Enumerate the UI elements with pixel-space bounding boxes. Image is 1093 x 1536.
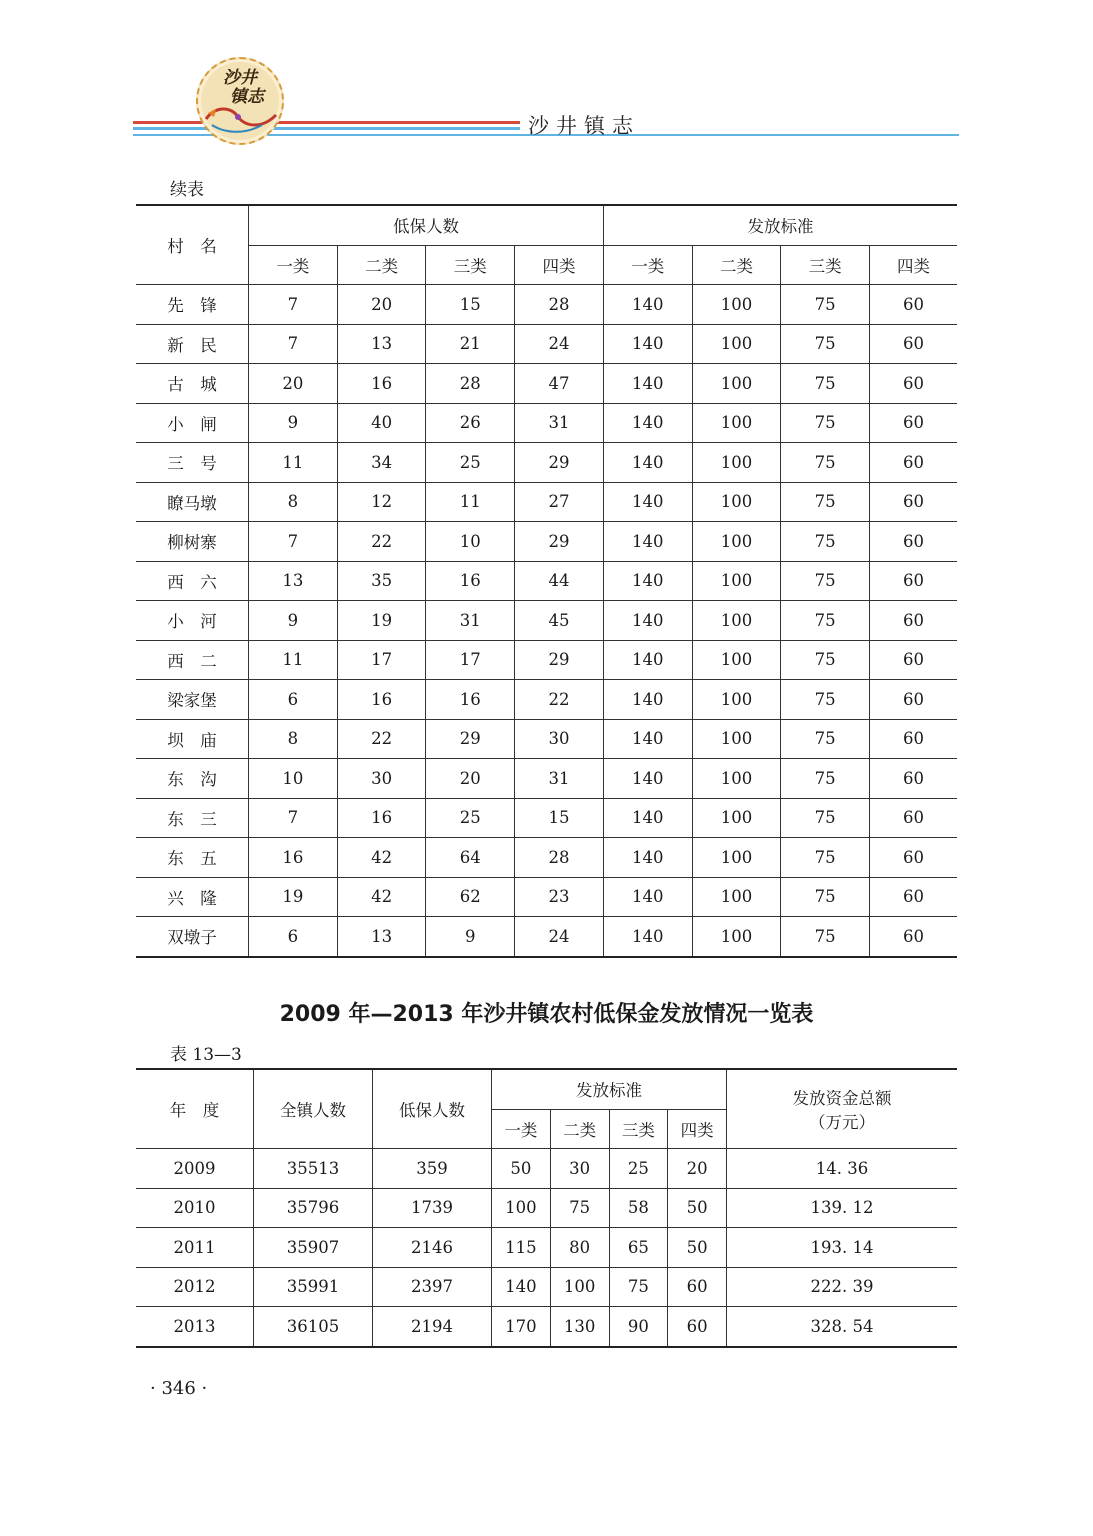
payment-standard-cell: 140 <box>603 285 692 325</box>
table-row <box>136 1267 957 1307</box>
header-total-funds <box>727 1069 958 1149</box>
recipient-count-cell: 8 <box>249 719 338 759</box>
total-funds-cell: 14. 36 <box>727 1149 958 1189</box>
payment-standard-cell: 58 <box>609 1188 668 1228</box>
payment-standard-cell: 140 <box>603 917 692 957</box>
payment-standard-cell: 75 <box>781 917 870 957</box>
payment-standard-cell: 140 <box>603 443 692 483</box>
recipient-count-cell: 21 <box>426 324 515 364</box>
total-funds-cell: 222. 39 <box>727 1267 958 1307</box>
header-recipient-count: 低保人数 <box>249 205 604 245</box>
recipient-count-cell: 26 <box>426 403 515 443</box>
year-cell: 2012 <box>136 1267 254 1307</box>
recipient-count-cell: 7 <box>249 324 338 364</box>
recipient-count-cell: 16 <box>249 838 338 878</box>
payment-standard-cell: 60 <box>668 1267 727 1307</box>
table-row <box>136 798 957 838</box>
payment-standard-cell: 75 <box>781 719 870 759</box>
recipient-count-cell: 25 <box>426 443 515 483</box>
recipient-count-cell: 10 <box>426 522 515 562</box>
village-name: 三 号 <box>136 443 249 483</box>
recipients-cell: 359 <box>373 1149 492 1189</box>
population-cell: 35513 <box>254 1149 373 1189</box>
payment-standard-cell: 60 <box>870 640 957 680</box>
recipient-count-cell: 19 <box>337 601 426 641</box>
table-row <box>136 877 957 917</box>
recipient-count-cell: 9 <box>249 403 338 443</box>
recipient-count-cell: 17 <box>337 640 426 680</box>
header-recipients: 低保人数 <box>373 1069 492 1149</box>
table-row <box>136 364 957 404</box>
payment-standard-cell: 140 <box>603 403 692 443</box>
payment-standard-cell: 100 <box>692 482 781 522</box>
recipients-cell: 1739 <box>373 1188 492 1228</box>
subheader-class-3: 三类 <box>426 245 515 285</box>
population-cell: 35991 <box>254 1267 373 1307</box>
recipient-count-cell: 23 <box>515 877 604 917</box>
payment-standard-cell: 140 <box>603 601 692 641</box>
village-subsidy-table <box>136 204 957 958</box>
recipient-count-cell: 12 <box>337 482 426 522</box>
recipient-count-cell: 11 <box>426 482 515 522</box>
recipient-count-cell: 42 <box>337 877 426 917</box>
payment-standard-cell: 140 <box>603 561 692 601</box>
header-stripe-red <box>133 121 520 124</box>
payment-standard-cell: 100 <box>692 601 781 641</box>
subheader-class-1: 一类 <box>249 245 338 285</box>
recipient-count-cell: 6 <box>249 917 338 957</box>
year-cell: 2011 <box>136 1228 254 1268</box>
recipient-count-cell: 34 <box>337 443 426 483</box>
payment-standard-cell: 60 <box>870 877 957 917</box>
payment-standard-cell: 100 <box>692 364 781 404</box>
recipient-count-cell: 9 <box>426 917 515 957</box>
total-funds-cell: 328. 54 <box>727 1307 958 1347</box>
payment-standard-cell: 100 <box>692 680 781 720</box>
payment-standard-cell: 75 <box>781 364 870 404</box>
header-payment-standard: 发放标准 <box>492 1069 727 1109</box>
payment-standard-cell: 60 <box>870 324 957 364</box>
subheader-class-3: 三类 <box>609 1109 668 1149</box>
payment-standard-cell: 75 <box>781 838 870 878</box>
table-row <box>136 443 957 483</box>
subheader-class-3: 三类 <box>781 245 870 285</box>
recipient-count-cell: 40 <box>337 403 426 443</box>
village-name: 西 六 <box>136 561 249 601</box>
payment-standard-cell: 100 <box>692 917 781 957</box>
village-name: 东 五 <box>136 838 249 878</box>
recipient-count-cell: 31 <box>426 601 515 641</box>
payment-standard-cell: 140 <box>603 482 692 522</box>
subheader-class-4: 四类 <box>515 245 604 285</box>
recipient-count-cell: 35 <box>337 561 426 601</box>
header-title: 沙井镇志 <box>528 114 640 138</box>
recipient-count-cell: 16 <box>337 364 426 404</box>
page-header <box>0 0 1093 150</box>
recipient-count-cell: 13 <box>249 561 338 601</box>
payment-standard-cell: 130 <box>550 1307 609 1347</box>
header-total-funds-line2: （万元） <box>809 1113 875 1132</box>
recipient-count-cell: 29 <box>515 640 604 680</box>
payment-standard-cell: 75 <box>781 759 870 799</box>
total-funds-cell: 193. 14 <box>727 1228 958 1268</box>
village-name: 瞭马墩 <box>136 482 249 522</box>
payment-standard-cell: 100 <box>692 324 781 364</box>
payment-standard-cell: 60 <box>870 601 957 641</box>
table-row <box>136 719 957 759</box>
recipient-count-cell: 29 <box>426 719 515 759</box>
payment-standard-cell: 60 <box>870 680 957 720</box>
payment-standard-cell: 90 <box>609 1307 668 1347</box>
recipient-count-cell: 15 <box>515 798 604 838</box>
recipient-count-cell: 16 <box>337 680 426 720</box>
table-row <box>136 759 957 799</box>
yearly-subsidy-table <box>136 1068 957 1348</box>
recipient-count-cell: 42 <box>337 838 426 878</box>
book-logo <box>196 57 284 145</box>
payment-standard-cell: 75 <box>781 680 870 720</box>
recipient-count-cell: 28 <box>426 364 515 404</box>
village-name: 梁家堡 <box>136 680 249 720</box>
recipient-count-cell: 16 <box>426 680 515 720</box>
recipient-count-cell: 45 <box>515 601 604 641</box>
recipient-count-cell: 22 <box>337 522 426 562</box>
population-cell: 35907 <box>254 1228 373 1268</box>
payment-standard-cell: 140 <box>492 1267 551 1307</box>
payment-standard-cell: 100 <box>492 1188 551 1228</box>
payment-standard-cell: 100 <box>692 443 781 483</box>
payment-standard-cell: 75 <box>781 877 870 917</box>
payment-standard-cell: 75 <box>781 443 870 483</box>
recipient-count-cell: 7 <box>249 285 338 325</box>
table-row <box>136 680 957 720</box>
payment-standard-cell: 60 <box>668 1307 727 1347</box>
recipient-count-cell: 30 <box>337 759 426 799</box>
village-name: 古 城 <box>136 364 249 404</box>
header-total-funds-line1: 发放资金总额 <box>792 1089 892 1108</box>
subheader-class-4: 四类 <box>870 245 957 285</box>
village-name: 新 民 <box>136 324 249 364</box>
population-cell: 35796 <box>254 1188 373 1228</box>
payment-standard-cell: 50 <box>668 1188 727 1228</box>
table-row <box>136 285 957 325</box>
payment-standard-cell: 60 <box>870 798 957 838</box>
payment-standard-cell: 60 <box>870 443 957 483</box>
recipient-count-cell: 11 <box>249 640 338 680</box>
table2-caption: 表 13—3 <box>170 1045 242 1065</box>
recipient-count-cell: 7 <box>249 798 338 838</box>
payment-standard-cell: 75 <box>781 324 870 364</box>
recipient-count-cell: 16 <box>426 561 515 601</box>
payment-standard-cell: 75 <box>781 403 870 443</box>
table-row <box>136 1188 957 1228</box>
payment-standard-cell: 25 <box>609 1149 668 1189</box>
table-row <box>136 838 957 878</box>
payment-standard-cell: 60 <box>870 285 957 325</box>
recipient-count-cell: 22 <box>515 680 604 720</box>
payment-standard-cell: 75 <box>781 522 870 562</box>
subheader-class-2: 二类 <box>692 245 781 285</box>
recipient-count-cell: 24 <box>515 917 604 957</box>
payment-standard-cell: 75 <box>781 640 870 680</box>
payment-standard-cell: 140 <box>603 640 692 680</box>
payment-standard-cell: 100 <box>692 403 781 443</box>
table-row <box>136 640 957 680</box>
payment-standard-cell: 100 <box>692 838 781 878</box>
table-row <box>136 522 957 562</box>
table2-title: 2009 年—2013 年沙井镇农村低保金发放情况一览表 <box>279 1002 814 1027</box>
payment-standard-cell: 140 <box>603 759 692 799</box>
village-name: 坝 庙 <box>136 719 249 759</box>
recipient-count-cell: 11 <box>249 443 338 483</box>
table-row <box>136 1228 957 1268</box>
payment-standard-cell: 100 <box>692 561 781 601</box>
table-row <box>136 561 957 601</box>
village-name: 先 锋 <box>136 285 249 325</box>
recipient-count-cell: 30 <box>515 719 604 759</box>
payment-standard-cell: 50 <box>492 1149 551 1189</box>
payment-standard-cell: 140 <box>603 364 692 404</box>
recipient-count-cell: 31 <box>515 759 604 799</box>
recipient-count-cell: 29 <box>515 522 604 562</box>
payment-standard-cell: 170 <box>492 1307 551 1347</box>
recipient-count-cell: 28 <box>515 285 604 325</box>
recipient-count-cell: 29 <box>515 443 604 483</box>
recipient-count-cell: 13 <box>337 324 426 364</box>
subheader-class-1: 一类 <box>603 245 692 285</box>
payment-standard-cell: 75 <box>609 1267 668 1307</box>
payment-standard-cell: 140 <box>603 324 692 364</box>
recipient-count-cell: 13 <box>337 917 426 957</box>
payment-standard-cell: 60 <box>870 917 957 957</box>
table-row <box>136 601 957 641</box>
payment-standard-cell: 65 <box>609 1228 668 1268</box>
payment-standard-cell: 60 <box>870 522 957 562</box>
village-name: 双墩子 <box>136 917 249 957</box>
village-name: 东 沟 <box>136 759 249 799</box>
payment-standard-cell: 80 <box>550 1228 609 1268</box>
year-cell: 2010 <box>136 1188 254 1228</box>
payment-standard-cell: 60 <box>870 561 957 601</box>
table-row <box>136 403 957 443</box>
recipients-cell: 2146 <box>373 1228 492 1268</box>
recipient-count-cell: 7 <box>249 522 338 562</box>
payment-standard-cell: 115 <box>492 1228 551 1268</box>
payment-standard-cell: 140 <box>603 680 692 720</box>
village-name: 兴 隆 <box>136 877 249 917</box>
table-row <box>136 1307 957 1347</box>
population-cell: 36105 <box>254 1307 373 1347</box>
payment-standard-cell: 75 <box>781 601 870 641</box>
payment-standard-cell: 60 <box>870 364 957 404</box>
header-year: 年 度 <box>136 1069 254 1149</box>
payment-standard-cell: 140 <box>603 719 692 759</box>
payment-standard-cell: 100 <box>550 1267 609 1307</box>
village-name: 东 三 <box>136 798 249 838</box>
table-row <box>136 917 957 957</box>
recipient-count-cell: 44 <box>515 561 604 601</box>
subheader-class-2: 二类 <box>550 1109 609 1149</box>
recipient-count-cell: 28 <box>515 838 604 878</box>
page-number: · 346 · <box>150 1378 208 1399</box>
payment-standard-cell: 140 <box>603 877 692 917</box>
payment-standard-cell: 100 <box>692 719 781 759</box>
table-row <box>136 324 957 364</box>
payment-standard-cell: 75 <box>781 285 870 325</box>
table1-caption: 续表 <box>170 180 204 200</box>
recipients-cell: 2194 <box>373 1307 492 1347</box>
payment-standard-cell: 60 <box>870 719 957 759</box>
payment-standard-cell: 100 <box>692 877 781 917</box>
table-row <box>136 1149 957 1189</box>
payment-standard-cell: 60 <box>870 482 957 522</box>
recipient-count-cell: 20 <box>249 364 338 404</box>
payment-standard-cell: 60 <box>870 759 957 799</box>
recipient-count-cell: 47 <box>515 364 604 404</box>
recipient-count-cell: 9 <box>249 601 338 641</box>
recipient-count-cell: 6 <box>249 680 338 720</box>
header-village: 村 名 <box>136 205 249 285</box>
payment-standard-cell: 20 <box>668 1149 727 1189</box>
header-population: 全镇人数 <box>254 1069 373 1149</box>
payment-standard-cell: 75 <box>550 1188 609 1228</box>
table-row <box>136 482 957 522</box>
village-name: 西 二 <box>136 640 249 680</box>
payment-standard-cell: 50 <box>668 1228 727 1268</box>
subheader-class-1: 一类 <box>492 1109 551 1149</box>
year-cell: 2009 <box>136 1149 254 1189</box>
recipient-count-cell: 15 <box>426 285 515 325</box>
recipient-count-cell: 8 <box>249 482 338 522</box>
payment-standard-cell: 140 <box>603 838 692 878</box>
recipients-cell: 2397 <box>373 1267 492 1307</box>
village-name: 小 闸 <box>136 403 249 443</box>
payment-standard-cell: 100 <box>692 522 781 562</box>
recipient-count-cell: 16 <box>337 798 426 838</box>
recipient-count-cell: 20 <box>337 285 426 325</box>
recipient-count-cell: 62 <box>426 877 515 917</box>
recipient-count-cell: 64 <box>426 838 515 878</box>
payment-standard-cell: 60 <box>870 403 957 443</box>
recipient-count-cell: 31 <box>515 403 604 443</box>
recipient-count-cell: 22 <box>337 719 426 759</box>
recipient-count-cell: 19 <box>249 877 338 917</box>
payment-standard-cell: 30 <box>550 1149 609 1189</box>
payment-standard-cell: 140 <box>603 798 692 838</box>
phoenix-icon <box>202 101 280 137</box>
year-cell: 2013 <box>136 1307 254 1347</box>
subheader-class-4: 四类 <box>668 1109 727 1149</box>
payment-standard-cell: 75 <box>781 482 870 522</box>
payment-standard-cell: 140 <box>603 522 692 562</box>
recipient-count-cell: 27 <box>515 482 604 522</box>
subheader-class-2: 二类 <box>337 245 426 285</box>
payment-standard-cell: 75 <box>781 798 870 838</box>
payment-standard-cell: 100 <box>692 759 781 799</box>
recipient-count-cell: 25 <box>426 798 515 838</box>
recipient-count-cell: 20 <box>426 759 515 799</box>
village-name: 柳树寨 <box>136 522 249 562</box>
logo-text-line1: 沙井 <box>223 68 257 88</box>
header-stripe-blue <box>133 127 520 130</box>
payment-standard-cell: 60 <box>870 838 957 878</box>
logo-text-line2: 镇志 <box>230 87 264 107</box>
recipient-count-cell: 17 <box>426 640 515 680</box>
payment-standard-cell: 100 <box>692 285 781 325</box>
recipient-count-cell: 24 <box>515 324 604 364</box>
recipient-count-cell: 10 <box>249 759 338 799</box>
payment-standard-cell: 100 <box>692 798 781 838</box>
header-payment-standard: 发放标准 <box>603 205 957 245</box>
total-funds-cell: 139. 12 <box>727 1188 958 1228</box>
village-name: 小 河 <box>136 601 249 641</box>
payment-standard-cell: 100 <box>692 640 781 680</box>
payment-standard-cell: 75 <box>781 561 870 601</box>
